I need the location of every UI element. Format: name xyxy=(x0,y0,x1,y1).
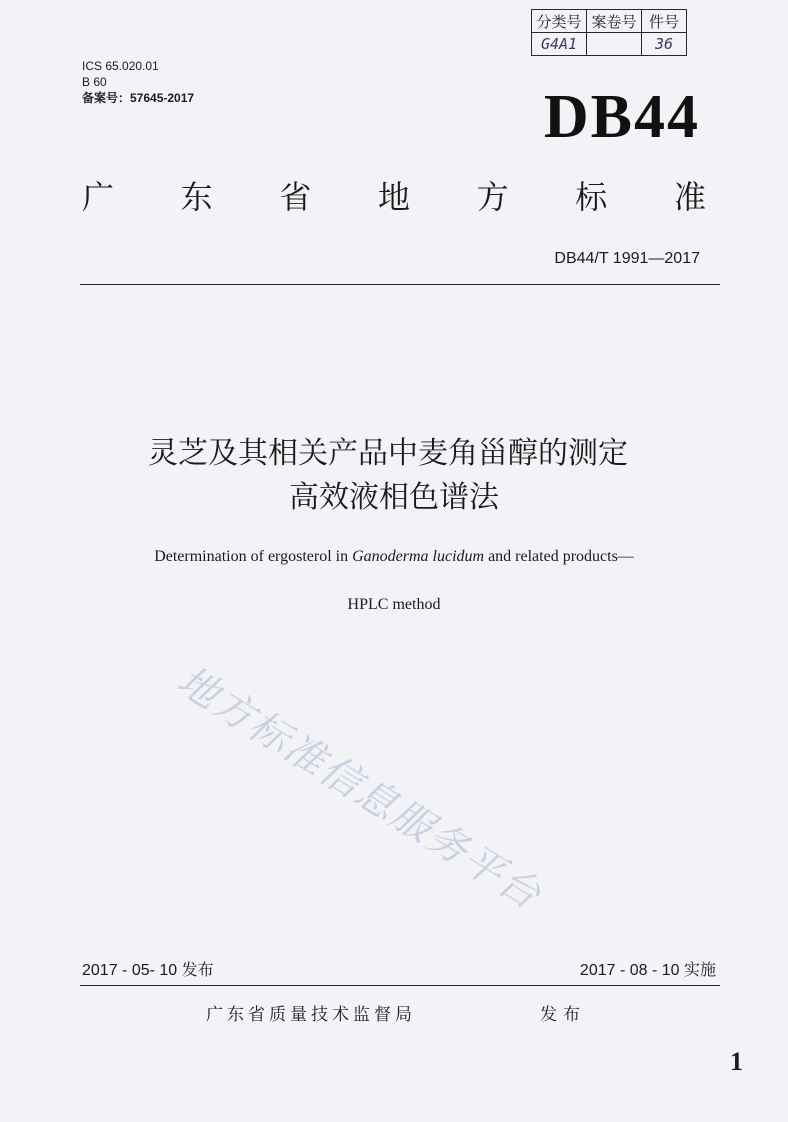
bottom-divider xyxy=(80,985,720,986)
standard-type-char: 省 xyxy=(279,178,312,216)
stamp-header-volume: 案卷号 xyxy=(587,10,642,33)
english-title xyxy=(0,548,788,614)
page-number: 1 xyxy=(730,1047,743,1076)
english-title-line1 xyxy=(0,548,788,566)
stamp-value-item: 36 xyxy=(642,33,687,56)
standard-type-char: 标 xyxy=(575,178,608,216)
chinese-title xyxy=(0,432,788,520)
standard-type-char: 广 xyxy=(82,178,115,216)
english-title-species: Ganoderma lucidum xyxy=(352,548,485,565)
chinese-title-line1: 灵芝及其相关产品中麦角甾醇的测定 xyxy=(148,436,628,471)
stamp-value-volume xyxy=(587,33,642,56)
issue-label: 发布 xyxy=(540,1005,586,1025)
standard-type-char: 方 xyxy=(476,178,509,216)
english-title-pre: Determination of ergosterol in xyxy=(154,548,353,565)
standard-number: DB44/T 1991—2017 xyxy=(554,250,700,267)
issuing-authority: 广东省质量技术监督局 xyxy=(206,1005,416,1025)
stamp-value-category: G4A1 xyxy=(532,33,587,56)
filing-number: 备案号：57645-2017 xyxy=(82,91,195,105)
stamp-header-item: 件号 xyxy=(642,10,687,33)
db44-logo: DB44 xyxy=(543,83,700,151)
standard-type-char: 地 xyxy=(377,178,410,216)
archive-stamp-table xyxy=(531,9,687,56)
standard-type-char: 东 xyxy=(180,178,213,216)
publish-date: 2017 - 05- 10 发布 xyxy=(82,962,214,979)
standard-type-char: 准 xyxy=(673,178,706,216)
english-title-post: and related products— xyxy=(484,548,634,565)
top-divider xyxy=(80,284,720,285)
implement-date: 2017 - 08 - 10 实施 xyxy=(579,962,716,979)
watermark-text: 地方标准信息服务平台 xyxy=(168,657,550,920)
ics-code: ICS 65.020.01 xyxy=(82,59,159,73)
classification-block xyxy=(82,58,194,106)
ccs-code: B 60 xyxy=(82,75,107,89)
standard-type-title xyxy=(82,172,706,218)
chinese-title-line2: 高效液相色谱法 xyxy=(289,480,499,515)
stamp-header-category: 分类号 xyxy=(532,10,587,33)
english-title-line2: HPLC method xyxy=(347,596,441,613)
